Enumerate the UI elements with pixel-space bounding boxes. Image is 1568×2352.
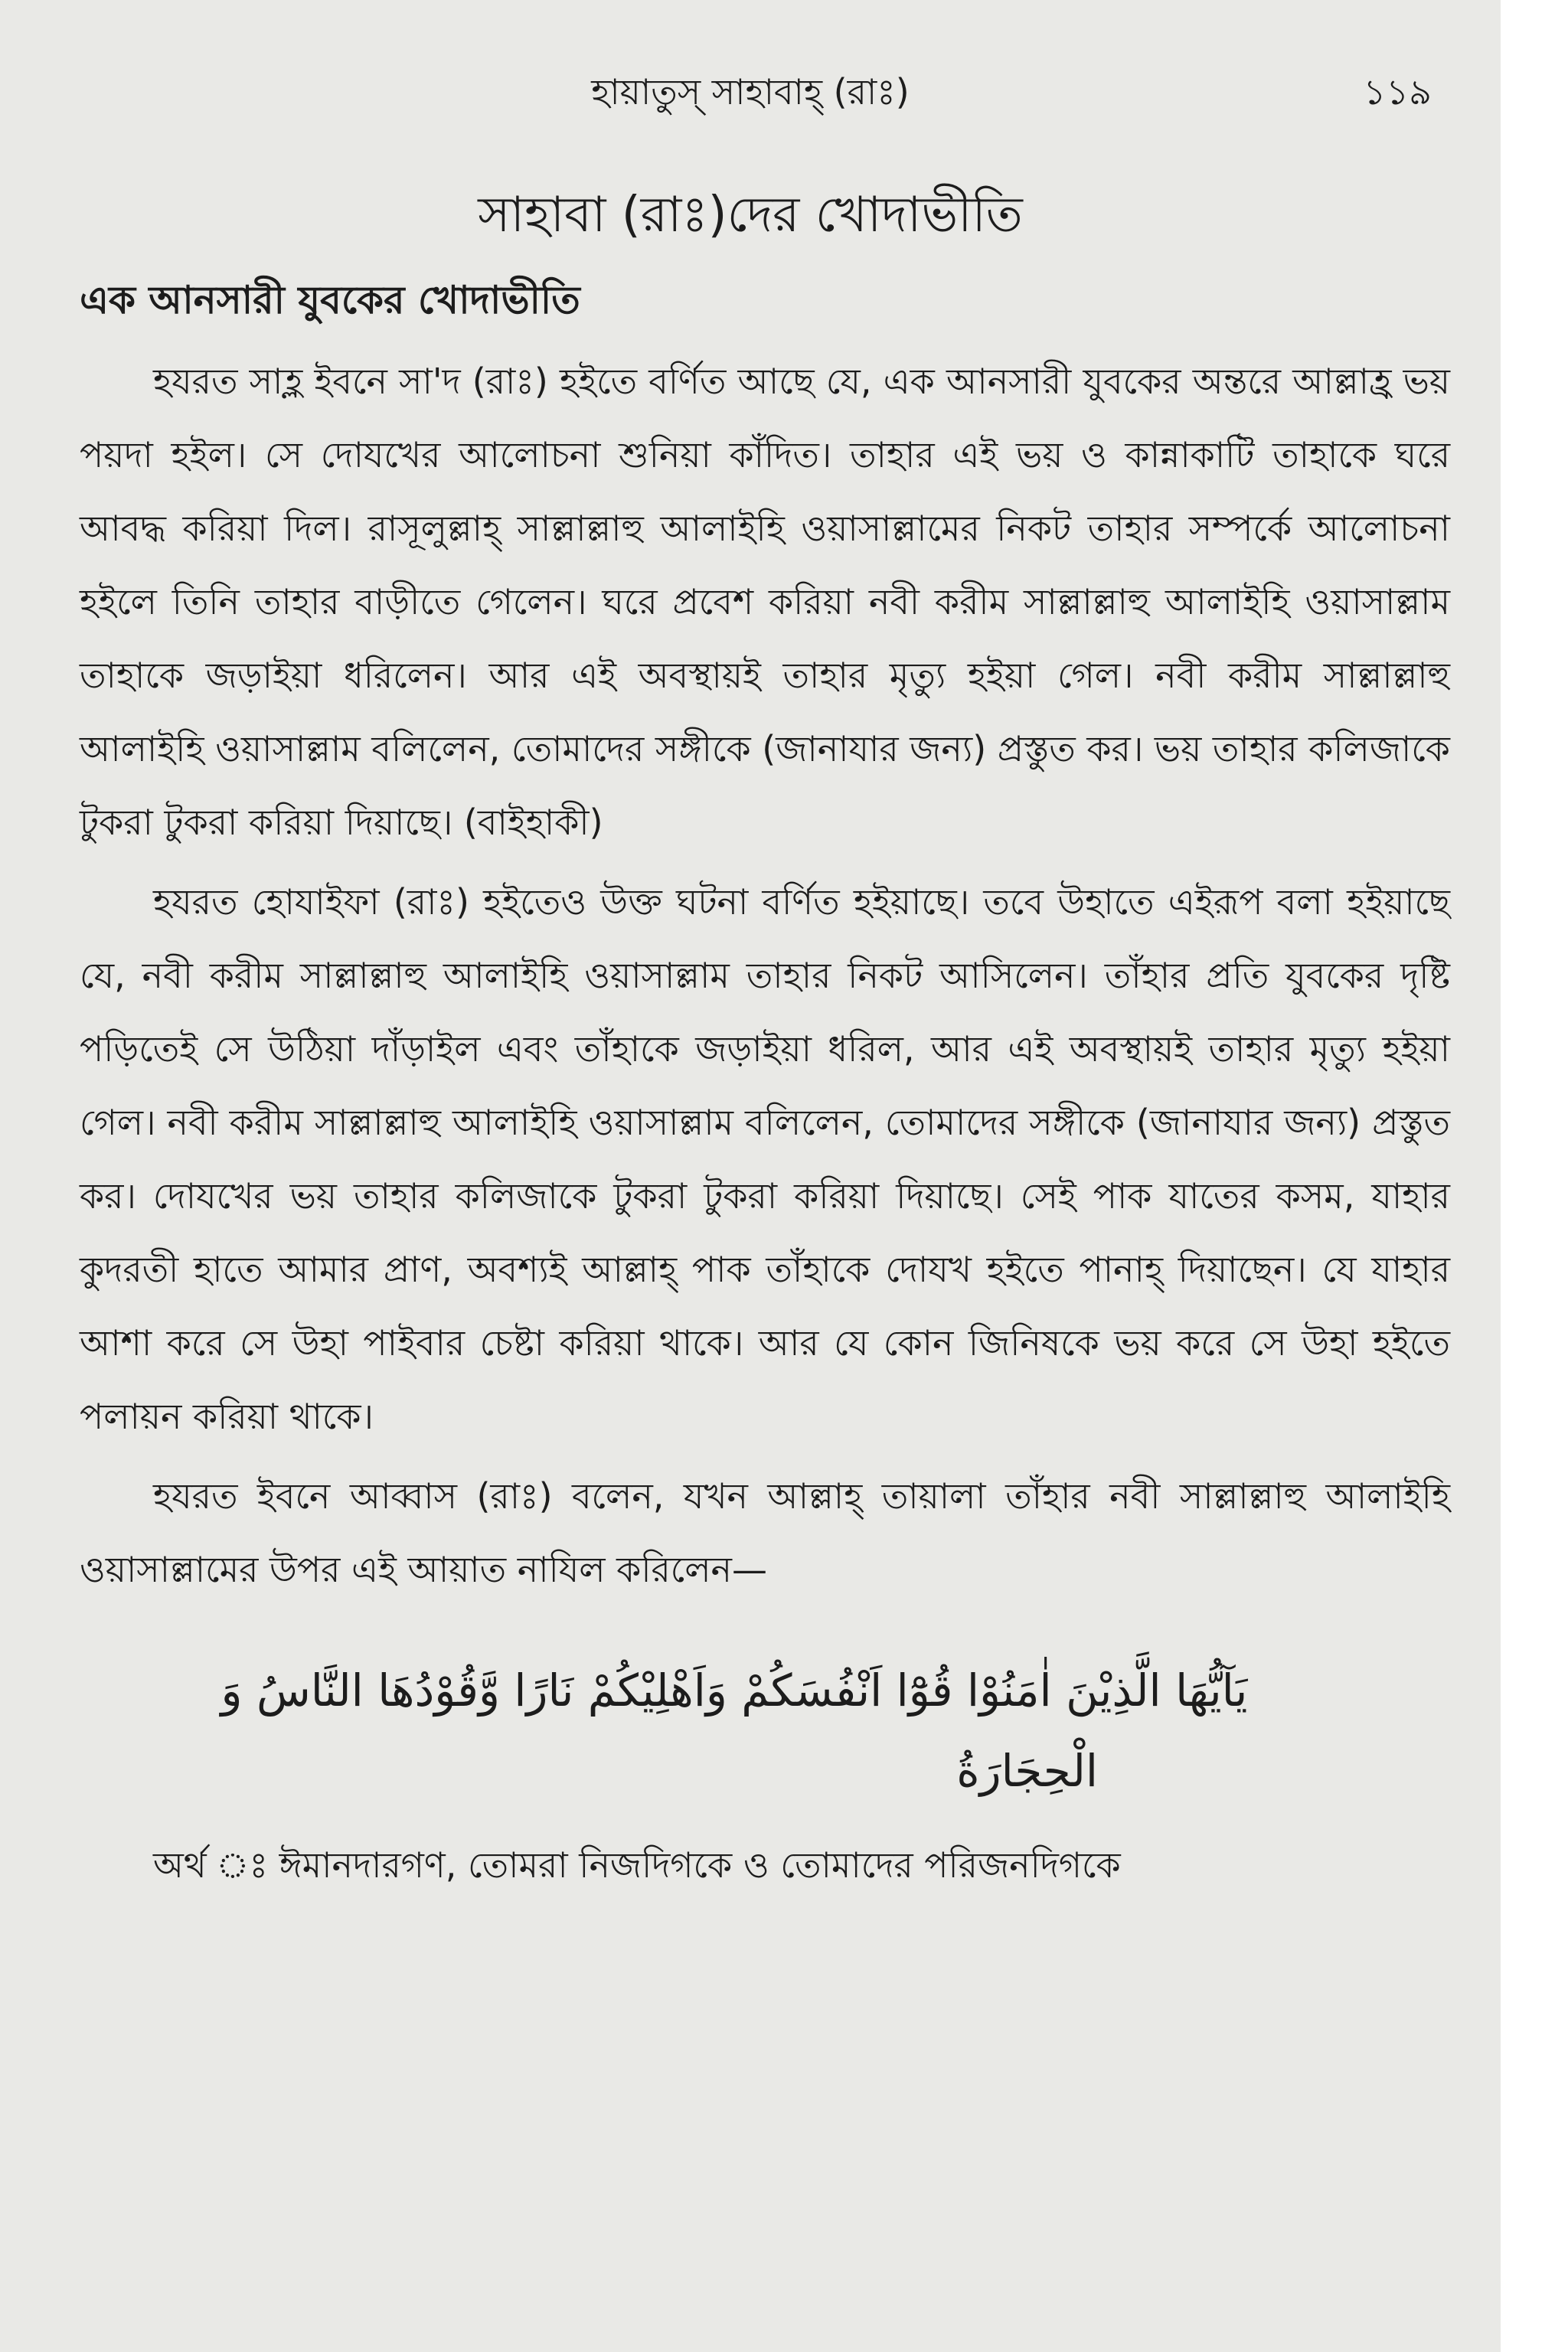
running-title: হায়াতুস্ সাহাবাহ্ (রাঃ) [591,71,910,113]
quran-verse-line: يَآيُّهَا الَّذِيْنَ اٰمَنُوْا قُوْٓا اَنْفُسَكُمْ وَاَهْلِيْكُمْ نَارًا وَّقُوْدُهَا النَّاسُ وَ [220,1664,1248,1717]
paragraph: হযরত ইবনে আব্বাস (রাঃ) বলেন, যখন আল্লাহ্ তায়ালা তাঁহার নবী সাল্লাল্লাহু আলাইহি ওয়াসাল্লামের উপর এই আয়াত নাযিল করিলেন— [80,1475,1450,1590]
chapter-title: সাহাবা (রাঃ)দের খোদাভীতি [478,187,1023,243]
page-number: ১১৯ [1363,71,1432,113]
paragraph: হযরত হোযাইফা (রাঃ) হইতেও উক্ত ঘটনা বর্ণিত হইয়াছে। তবে উহাতে এইরূপ বলা হইয়াছে যে, নবী করীম সাল্লাল্লাহু আলাইহি ওয়াসাল্লাম তাহার নিকট আসিলেন। তাঁহার প্রতি যুবকের দৃষ্টি পড়িতেই সে উঠিয়া দাঁড়াইল এবং তাঁহাকে জড়াইয়া ধরিল, আর এই অবস্থায়ই তাহার মৃত্যু হইয়া গেল। নবী করীম সাল্লাল্লাহু আলাইহি ওয়াসাল্লাম বলিলেন, তোমাদের সঙ্গীকে (জানাযার জন্য) প্রস্তুত কর। দোযখের ভয় তাহার কলিজাকে টুকরা টুকরা করিয়া দিয়াছে। সেই পাক যাতের কসম, যাহার কুদরতী হাতে আমার প্রাণ, অবশ্যই আল্লাহ্ পাক তাঁহাকে দোযখ হইতে পানাহ্ দিয়াছেন। যে যাহার আশা করে সে উহা পাইবার চেষ্টা করিয়া থাকে। আর যে কোন জিনিষকে ভয় করে সে উহা হইতে পলায়ন করিয়া থাকে। [80,881,1450,1437]
verse-translation: অর্থ ঃ ঈমানদারগণ, তোমরা নিজদিগকে ও তোমাদের পরিজনদিগকে [153,1844,1121,1886]
page-body [80,345,1450,1902]
section-title: এক আনসারী যুবকের খোদাভীতি [80,278,580,322]
page-header [0,64,1501,119]
quran-verse-line: الْحِجَارَةُ [956,1745,1098,1797]
quran-verse [80,1652,1450,1813]
paragraph: হযরত সাহ্ল ইবনে সা'দ (রাঃ) হইতে বর্ণিত আছে যে, এক আনসারী যুবকের অন্তরে আল্লাহ্র ভয় পয়দা হইল। সে দোযখের আলোচনা শুনিয়া কাঁদিত। তাহার এই ভয় ও কান্নাকাটি তাহাকে ঘরে আবদ্ধ করিয়া দিল। রাসূলুল্লাহ্ সাল্লাল্লাহু আলাইহি ওয়াসাল্লামের নিকট তাহার সম্পর্কে আলোচনা হইলে তিনি তাহার বাড়ীতে গেলেন। ঘরে প্রবেশ করিয়া নবী করীম সাল্লাল্লাহু আলাইহি ওয়াসাল্লাম তাহাকে জড়াইয়া ধরিলেন। আর এই অবস্থায়ই তাহার মৃত্যু হইয়া গেল। নবী করীম সাল্লাল্লাহু আলাইহি ওয়াসাল্লাম বলিলেন, তোমাদের সঙ্গীকে (জানাযার জন্য) প্রস্তুত কর। ভয় তাহার কলিজাকে টুকরা টুকরা করিয়া দিয়াছে। (বাইহাকী) [80,361,1451,843]
